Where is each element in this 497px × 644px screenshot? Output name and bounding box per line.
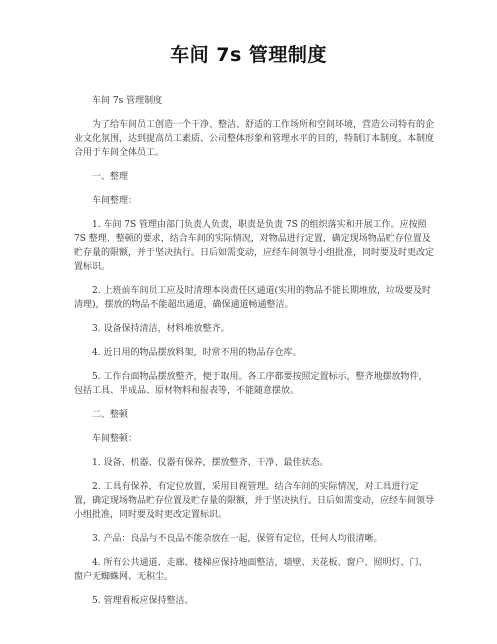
subheading-1: 车间整理： (92, 196, 138, 206)
list-item: 4. 所有公共通道、走廊、楼梯应保持地面整洁，墙壁、天花板、窗户、照明灯、门、窗户无蜘蛛网、无积尘。 (74, 558, 428, 582)
section-heading-2: 二、整顿 (92, 410, 129, 420)
list-item: 2. 工具有保养，有定位放置，采用目视管理。结合车间的实际情况，对工具进行定置，确定现场物品贮存位置及贮存量的限额，并于坚决执行。日后如需变动，应经车间领导小组批准，同时要及时更改定置标识。 (74, 482, 435, 520)
paragraph-intro: 为了给车间员工创造一个干净、整洁、舒适的工作场所和空间环境，营造公司特有的企业文化氛围，达到提高员工素质、公司整体形象和管理水平的目的，特制订本制度。本制度合用于车间全体员工。 (74, 120, 435, 158)
document-body (74, 94, 434, 618)
list-item: 4. 近日用的物品摆放料架，时常不用的物品存仓库。 (92, 348, 302, 358)
document-title: 车间 7s 管理制度 (170, 44, 327, 66)
subheading-2: 车间整顿： (92, 434, 138, 444)
list-item: 3. 产品：良品与不良品不能杂放在一起，保管有定位，任何人均很清晰。 (92, 534, 383, 544)
list-item: 3. 设备保持清洁，材料堆放整齐。 (92, 324, 230, 334)
list-item: 1. 设备、机器、仪器有保养，摆放整齐、干净、最佳状态。 (92, 458, 329, 468)
section-heading-1: 一、整理 (92, 172, 129, 182)
paragraph-heading: 车间 7s 管理制度 (92, 96, 163, 106)
list-item: 5. 工作台面物品摆放整齐，便于取用。各工序都要按照定置标示，整齐地摆放物件，包括工具、半成品、原材物料和报表等，不能随意摆放。 (74, 372, 428, 396)
list-item: 5. 管理看板应保持整洁。 (92, 596, 194, 606)
list-item: 2. 上班前车间员工应及时清理本岗责任区通道(实用的物品不能长期堆放，垃圾要及时清理)，摆放的物品不能超出通道，确保通道畅通整洁。 (74, 286, 431, 310)
list-item: 1. 车间 7S 管理由部门负责人负责，职责是负责 7S 的组织落实和开展工作。应按照 7S 整理、整顿的要求，结合车间的实际情况，对物品进行定置，确定现场物品贮存位置及贮存量的限额，并于坚决执行。日后如需变动，应经车间领导小组批准，同时要及时更改定置标识。 (74, 220, 435, 272)
